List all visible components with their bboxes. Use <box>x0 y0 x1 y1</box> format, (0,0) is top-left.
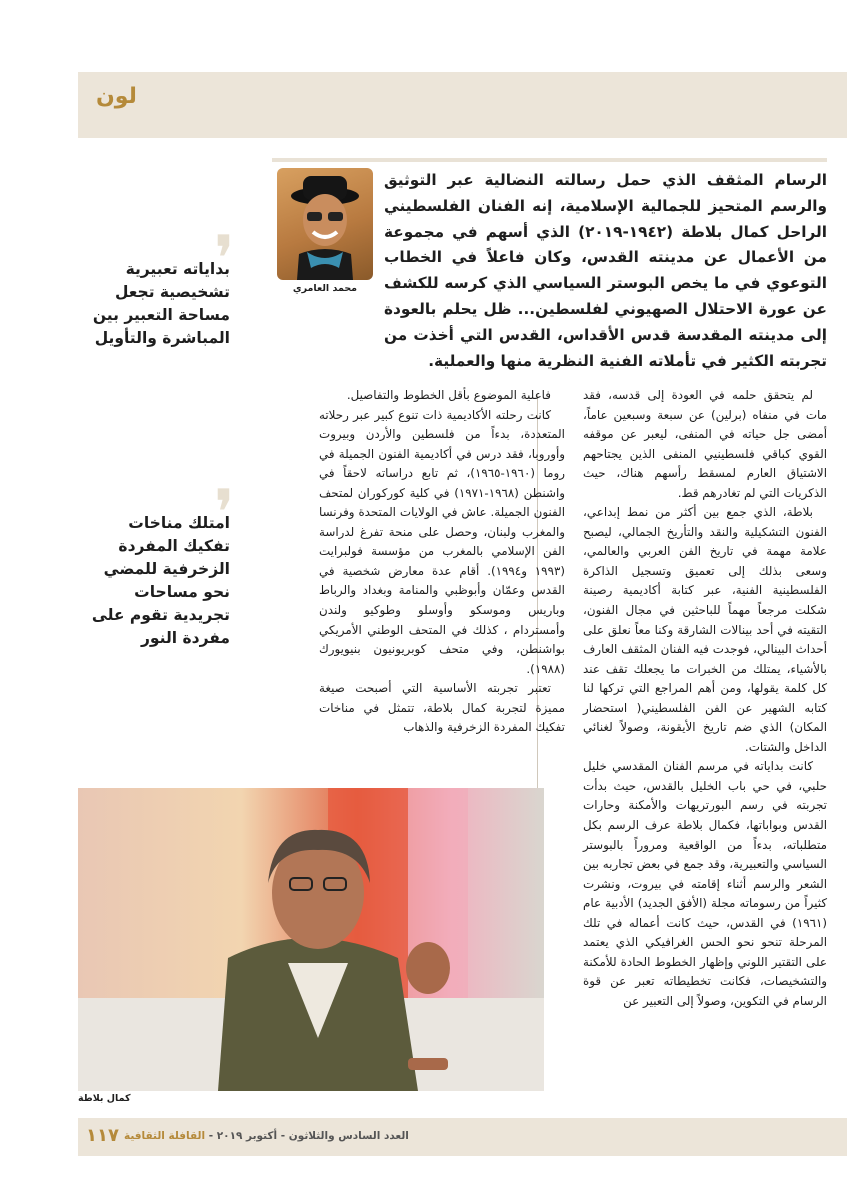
paragraph: بلاطة، الذي جمع بين أكثر من نمط إبداعي، الفنون التشكيلية والنقد والتأريخ الجمالي، ليصبح علامة مهمة في تاريخ الفن العربي والعالمي، وسعى بذلك إلى تعميق وتسجيل الذاكرة الفلسطينية الفنية، عبر كتابة أكاديمية رصينة شكلت مرجعاً مهماً للباحثين في مجال الفنون، التقيته في أحد بينالات الشارقة وكنا معاً نعلق على أحداث البينالي، فوجدت فيه الفنان المثقف العارف بالأشياء، يمتلك من الخبرات ما يجعلك تقف عند كل كلمة يقولها، ومن أهم المراجع التي تركها لنا كتابه الشهير عن الفن الفلسطيني( استحضار المكان) الذي ضم تاريخ الأيقونة، وصولاً لغنائي الداخل والشتات. <box>583 505 827 754</box>
section-label: لون <box>96 84 137 109</box>
paragraph: لم يتحقق حلمه في العودة إلى قدسه، فقد مات في منفاه (برلين) عن سبعة وسبعين عاماً، أمضى جل حياته في المنفى، ليعبر عن موقفه القوي كباقي فلسطينيي المنفى الذين يجتاحهم الاشتياق العارم لمسقط رأسهم هناك، حيث الذكريات التي لم تغادرهم قط. <box>583 388 827 500</box>
footer-issue <box>124 1130 409 1142</box>
intro-text: الرسام المثقف الذي حمل رسالته النضالية عبر التوثيق والرسم المتحيز للجمالية الإسلامية، إنه الفنان الفلسطيني الراحل كمال بلاطة (١٩٤٢-٢٠١٩) الذي أسهم في مجموعة من الأعمال عن مدينته القدس، وكان فاعلاً في الخطاب التوعوي في ما يخص البوستر السياسي الذي كرسه للكشف عن عورة الاحتلال الصهيوني لفلسطين... ظل يحلم بالعودة إلى مدينته المقدسة قدس الأقداس، القدس التي أخذت من تجربته الكثير في تأملاته الفنية النظرية منها والعملية. <box>384 171 828 370</box>
body-column-right <box>583 386 827 1012</box>
header-band <box>78 72 847 138</box>
paragraph: كانت رحلته الأكاديمية ذات تنوع كبير عبر رحلاته المتعددة، بدءاً من فلسطين والأردن وبيروت وأوروبا، فقد درس في أكاديمية الفنون الجميلة في روما (١٩٦٠-١٩٦٥)، ثم تابع دراساته لاحقاً في واشنطن (١٩٦٨-١٩٧١) في كلية كوركوران لمتحف الفنون الجميلة. عاش في الولايات المتحدة وفرنسا والمغرب ولبنان، وحصل على منحة تفرغ لدراسة الفن الإسلامي بالمغرب من مؤسسة فولبرايت (١٩٩٣ و١٩٩٤). أقام عدة معارض شخصية في القدس وعمّان وأبوظبي والمنامة وبغداد والرباط وباريس وموسكو وأوسلو وطوكيو ولندن وأمستردام ، كذلك في المتحف الوطني الأمريكي بواشنطن، وفي متحف كوبريونيون بنيويورك (١٩٨٨). <box>319 407 565 676</box>
magazine-logo: القافلة الثقافية <box>124 1130 206 1142</box>
main-photo <box>78 788 544 1091</box>
author-caption: محمد العامري <box>292 283 358 294</box>
quote-mark-icon: ❜ <box>214 477 235 551</box>
paragraph: تعتبر تجربته الأساسية التي أصبحت صيغة مميزة لتجربة كمال بلاطة، تتمثل في مناخات تفكيك المفردة الزخرفية والذهاب <box>319 681 565 735</box>
author-photo <box>277 168 373 280</box>
page-number: ١١٧ <box>86 1125 119 1146</box>
photo-caption: كمال بلاطة <box>78 1093 131 1104</box>
pull-quote-1: بداياته تعبيرية تشخيصية تجعل مساحة التعبير بين المباشرة والتأويل <box>92 260 230 347</box>
pull-quote-2: امتلك مناخات تفكيك المفردة الزخرفية للمضي نحو مساحات تجريدية تقوم على مفردة النور <box>91 514 230 647</box>
paragraph: كانت بداياته في مرسم الفنان المقدسي خليل حلبي، في حي باب الخليل بالقدس، حيث بدأت تجربته في رسم البورتريهات والأمكنة وحارات القدس وبواباتها، فكمال بلاطة عرف الرسم بكل متطلباته، بدءاً من الواقعية ومروراً بالبوستر السياسي والتعبيرية، وقد جمع في بعض تجاربه بين الشعر والرسم أثناء إقامته في بيروت، ونشرت كثيراً من رسوماته مجلة (الأفق الجديد) الأدبية عام (١٩٦١) في القدس، حيث كانت أعماله في تلك المرحلة تنحو نحو الحس الغرافيكي الذي يعتمد على التقتير اللوني وإظهار الخطوط الحادة للأمكنة والتشخيصات، فكانت تخطيطاته تعبر عن قوة الرسام في التكوين، وصولاً إلى التعبير عن <box>583 759 827 1008</box>
author-portrait <box>277 168 373 303</box>
body-column-middle <box>319 386 565 738</box>
quote-mark-icon: ❜ <box>214 223 235 297</box>
issue-text: العدد السادس والثلاثون - أكتوبر ٢٠١٩ - <box>208 1130 409 1142</box>
paragraph: فاعلية الموضوع بأقل الخطوط والتفاصيل. <box>346 388 551 402</box>
